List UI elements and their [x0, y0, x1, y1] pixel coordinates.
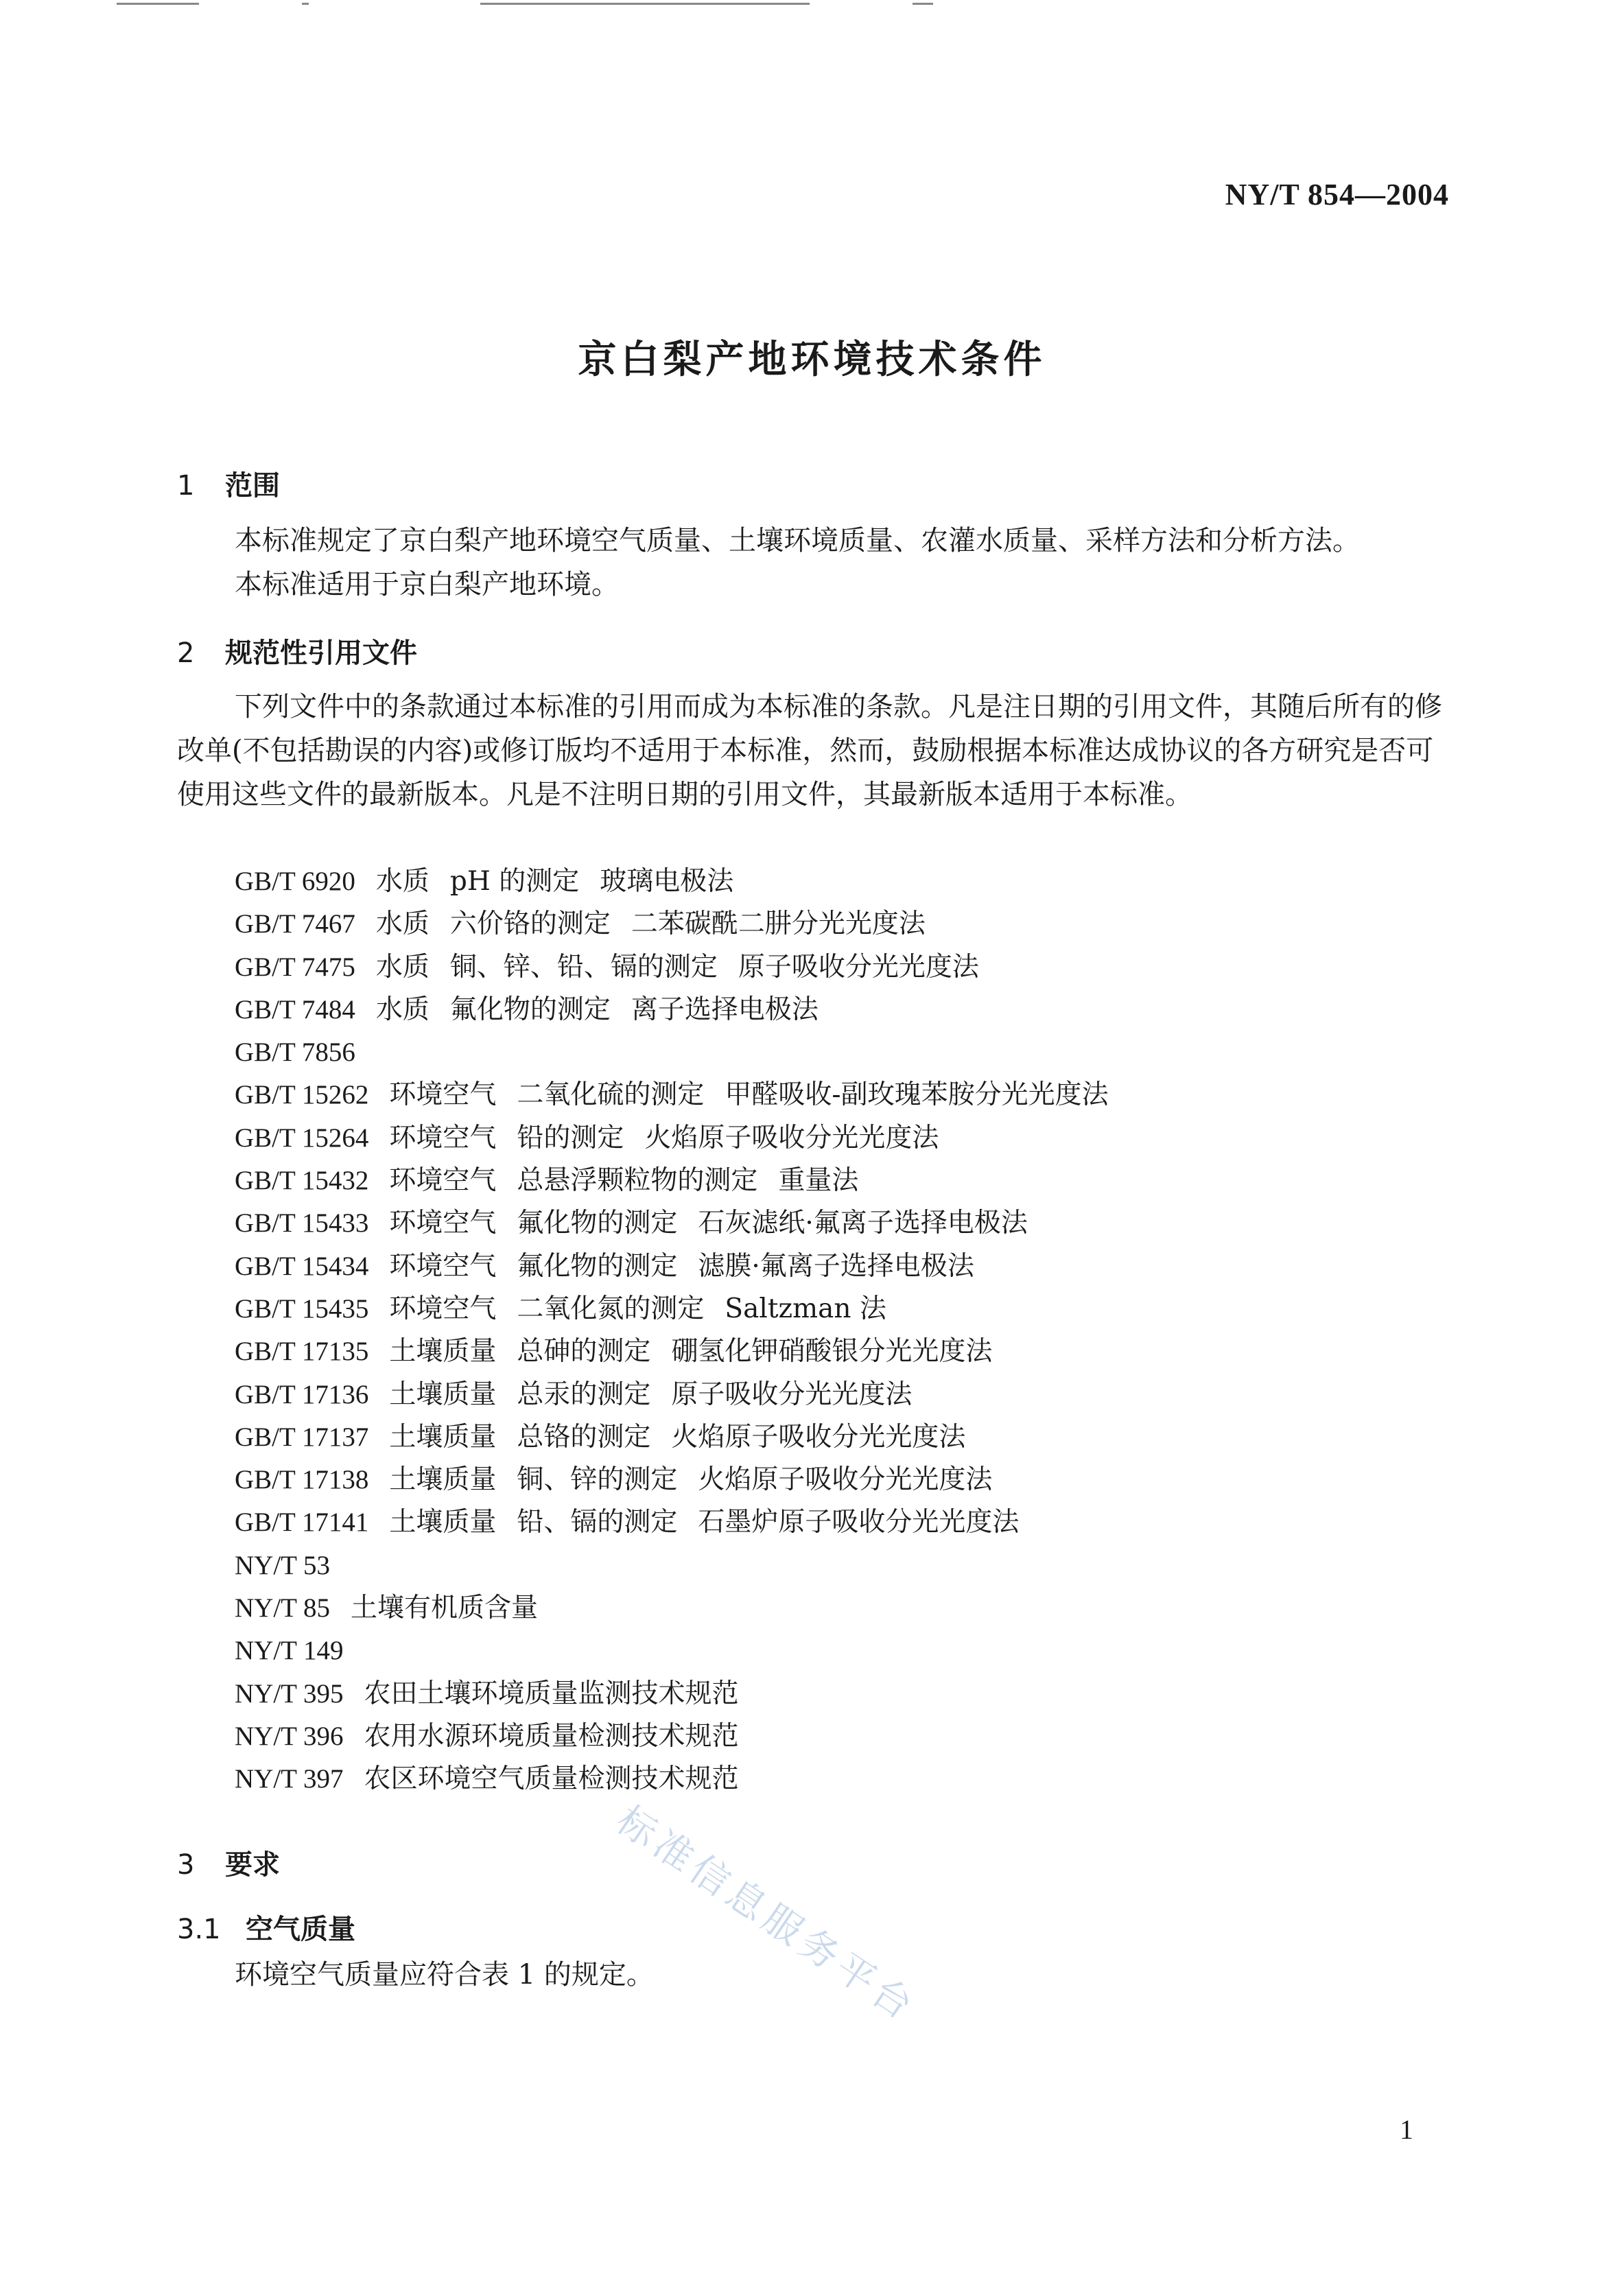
reference-title: 土壤有机质含量	[351, 1593, 539, 1624]
standard-number: NY/T 854—2004	[1225, 178, 1449, 211]
reference-category: 土壤质量	[389, 1507, 497, 1538]
section-number: 1	[177, 470, 195, 502]
reference-method: 原子吸收分光光度法	[738, 951, 979, 983]
reference-topic: 氟化物的测定	[517, 1208, 678, 1239]
reference-item	[235, 946, 1109, 989]
reference-item	[235, 1501, 1109, 1544]
reference-code: GB/T 7467	[235, 909, 355, 939]
reference-item	[235, 1374, 1109, 1416]
reference-list	[235, 860, 1109, 1801]
reference-code: GB/T 7484	[235, 994, 355, 1024]
reference-item	[235, 1117, 1109, 1160]
reference-item	[235, 1545, 1109, 1587]
reference-method: 原子吸收分光光度法	[671, 1378, 913, 1410]
reference-item	[235, 1758, 1109, 1800]
reference-item	[235, 903, 1109, 946]
reference-topic: 六价铬的测定	[449, 908, 611, 940]
reference-code: GB/T 17135	[235, 1337, 369, 1367]
reference-code: GB/T 15435	[235, 1293, 369, 1324]
reference-method: 硼氢化钾硝酸银分光光度法	[671, 1336, 993, 1367]
reference-code: GB/T 15433	[235, 1208, 369, 1239]
reference-item	[235, 989, 1109, 1031]
reference-code: NY/T 149	[235, 1636, 344, 1666]
reference-topic: 总悬浮颗粒物的测定	[517, 1165, 758, 1197]
normative-references-paragraph: 下列文件中的条款通过本标准的引用而成为本标准的条款。凡是注日期的引用文件，其随后所有的修改单(不包括勘误的内容)或修订版均不适用于本标准，然而，鼓励根据本标准达成协议的各方研究是否可使用这些文件的最新版本。凡是不注明日期的引用文件，其最新版本适用于本标准。	[177, 691, 1442, 810]
reference-topic: 总汞的测定	[517, 1378, 651, 1410]
reference-category: 环境空气	[389, 1293, 497, 1324]
watermark: 标准信息服务平台	[608, 1797, 925, 2032]
reference-topic: 铜、锌、铅、镉的测定	[449, 951, 718, 983]
reference-code: NY/T 396	[235, 1721, 344, 1751]
reference-item	[235, 1074, 1109, 1116]
section-title: 空气质量	[246, 1914, 355, 1945]
reference-code: GB/T 7856	[235, 1037, 355, 1068]
reference-category: 环境空气	[389, 1165, 497, 1197]
reference-item	[235, 1587, 1109, 1630]
reference-category: 水质	[375, 908, 429, 940]
reference-topic: 铅的测定	[517, 1122, 624, 1153]
reference-item	[235, 860, 1109, 903]
reference-item	[235, 1031, 1109, 1074]
section-title: 要求	[225, 1849, 280, 1881]
reference-code: GB/T 17138	[235, 1465, 369, 1495]
section-3-1-heading	[177, 1907, 355, 1947]
reference-category: 土壤质量	[389, 1464, 497, 1496]
reference-topic: 铅、镉的测定	[517, 1507, 678, 1538]
reference-category: 水质	[375, 994, 429, 1025]
reference-code: GB/T 7475	[235, 952, 355, 982]
reference-code: GB/T 15432	[235, 1166, 369, 1196]
reference-method: 火焰原子吸收分光光度法	[671, 1421, 966, 1453]
section-3-heading	[177, 1843, 280, 1882]
reference-topic: 铜、锌的测定	[517, 1464, 678, 1496]
reference-code: NY/T 85	[235, 1593, 331, 1623]
reference-code: GB/T 17137	[235, 1422, 369, 1452]
scan-edge-marks	[0, 0, 1624, 14]
section-title: 范围	[225, 470, 280, 502]
section-1-heading	[177, 464, 280, 503]
reference-code: GB/T 15264	[235, 1123, 369, 1153]
reference-topic: 总铬的测定	[517, 1421, 651, 1453]
reference-topic: 氟化物的测定	[517, 1250, 678, 1282]
reference-topic: pH 的测定	[449, 866, 580, 897]
reference-title: 农区环境空气质量检测技术规范	[364, 1763, 739, 1795]
reference-item	[235, 1630, 1109, 1672]
reference-code: GB/T 6920	[235, 867, 355, 896]
section-number: 3.1	[177, 1914, 221, 1945]
reference-method: 二苯碳酰二肼分光光度法	[631, 908, 926, 940]
reference-category: 环境空气	[389, 1250, 497, 1282]
reference-item	[235, 1202, 1109, 1245]
reference-title: 农田土壤环境质量监测技术规范	[364, 1678, 739, 1709]
section-number: 2	[177, 637, 195, 669]
reference-category: 环境空气	[389, 1208, 497, 1239]
reference-category: 环境空气	[389, 1079, 497, 1111]
reference-method: 玻璃电极法	[600, 866, 734, 897]
section-title: 规范性引用文件	[225, 637, 417, 669]
reference-topic: 氟化物的测定	[449, 994, 611, 1025]
reference-method: 甲醛吸收-副玫瑰苯胺分光光度法	[725, 1079, 1109, 1111]
section-number: 3	[177, 1849, 195, 1881]
reference-item	[235, 1715, 1109, 1758]
reference-category: 土壤质量	[389, 1336, 497, 1367]
reference-item	[235, 1459, 1109, 1501]
reference-method: 火焰原子吸收分光光度法	[698, 1464, 993, 1496]
reference-item	[235, 1416, 1109, 1459]
page-number: 1	[1400, 2114, 1413, 2145]
reference-topic: 二氧化硫的测定	[517, 1079, 705, 1111]
reference-item	[235, 1673, 1109, 1715]
reference-code: NY/T 395	[235, 1678, 344, 1709]
reference-method: 离子选择电极法	[631, 994, 819, 1025]
air-quality-paragraph: 环境空气质量应符合表 1 的规定。	[235, 1959, 654, 1991]
reference-code: NY/T 397	[235, 1764, 344, 1794]
reference-topic: 总砷的测定	[517, 1336, 651, 1367]
reference-method: 石墨炉原子吸收分光光度法	[698, 1507, 1020, 1538]
scope-paragraph-2: 本标准适用于京白梨产地环境。	[235, 569, 619, 600]
section-2-heading	[177, 631, 417, 670]
reference-item	[235, 1160, 1109, 1202]
scope-paragraph-1: 本标准规定了京白梨产地环境空气质量、土壤环境质量、农灌水质量、采样方法和分析方法。	[235, 525, 1360, 556]
reference-method: 重量法	[778, 1165, 859, 1197]
reference-category: 环境空气	[389, 1122, 497, 1153]
reference-category: 水质	[375, 951, 429, 983]
reference-method: 石灰滤纸·氟离子选择电极法	[698, 1208, 1028, 1239]
reference-item	[235, 1245, 1109, 1288]
reference-category: 土壤质量	[389, 1378, 497, 1410]
reference-method: Saltzman 法	[725, 1293, 886, 1324]
reference-method: 滤膜·氟离子选择电极法	[698, 1250, 974, 1282]
reference-title: 农用水源环境质量检测技术规范	[364, 1720, 739, 1752]
reference-category: 水质	[375, 866, 429, 897]
reference-topic: 二氧化氮的测定	[517, 1293, 705, 1324]
reference-method: 火焰原子吸收分光光度法	[644, 1122, 939, 1153]
reference-item	[235, 1288, 1109, 1330]
reference-code: NY/T 53	[235, 1550, 331, 1580]
reference-code: GB/T 17136	[235, 1379, 369, 1409]
document-title: 京白梨产地环境技术条件	[578, 338, 1046, 382]
reference-code: GB/T 15262	[235, 1080, 369, 1110]
reference-code: GB/T 17141	[235, 1507, 369, 1538]
reference-category: 土壤质量	[389, 1421, 497, 1453]
reference-code: GB/T 15434	[235, 1251, 369, 1281]
reference-item	[235, 1330, 1109, 1373]
